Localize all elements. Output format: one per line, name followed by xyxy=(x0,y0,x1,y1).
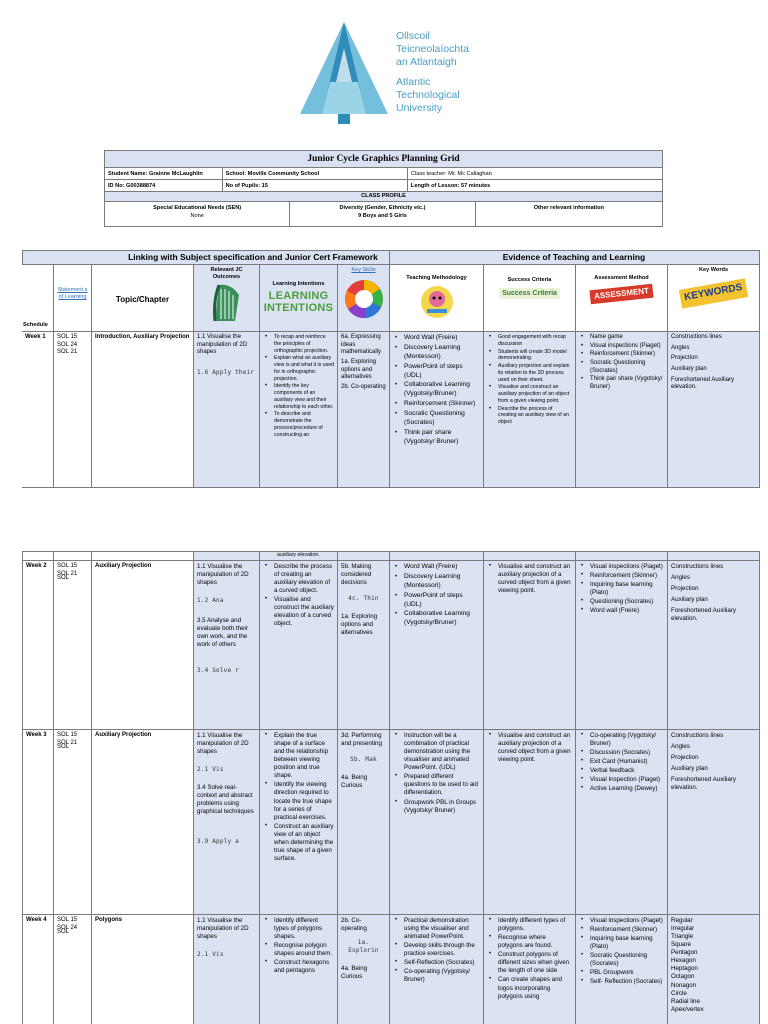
sol-code: SOL 24 xyxy=(57,341,78,348)
methodology-item: • Practical demonstration using the visualiser and animated PowerPoint. xyxy=(393,917,480,941)
grid-cell xyxy=(92,332,194,487)
key-skill-text: 1a. Exploring options and alternatives xyxy=(341,359,377,381)
grid-cell xyxy=(22,730,54,914)
assessment-item: • Active Learning (Dewey) xyxy=(579,785,664,793)
assessment-item: • Co-operating (Vygotsky/ Bruner) xyxy=(579,732,664,748)
other-info-cell xyxy=(476,202,662,226)
grid-cell xyxy=(22,332,54,487)
grid-cell xyxy=(92,730,194,914)
methodology-item: • Discovery Learning (Montessori) xyxy=(393,573,480,591)
keyword-text: Nonagon xyxy=(671,981,697,989)
key-skill-text: 3d. Performing and presenting xyxy=(341,732,382,748)
week-row xyxy=(22,332,760,488)
grid-cell xyxy=(194,265,260,331)
learning-intention-item: • Recognise polygon shapes around them. xyxy=(263,942,334,958)
week-label: Week 2 xyxy=(26,563,47,569)
grid-cell xyxy=(390,561,484,729)
keywords-graphic: KEYWORDS xyxy=(679,278,748,308)
grid-cell xyxy=(338,730,390,914)
assessment-item: • Inquiring base learning (Plato) xyxy=(579,935,664,951)
grid-cell xyxy=(22,552,54,560)
sol-code: SOL 15 xyxy=(57,732,78,738)
assessment-item: • Socratic Questioning (Socrates) xyxy=(579,952,664,968)
col-skills: Key Skills xyxy=(351,267,376,273)
class-profile-text: Other relevant information xyxy=(533,205,604,211)
sol-code: SOL 21 xyxy=(57,570,78,577)
key-skills-wheel-icon xyxy=(344,279,384,319)
topic: Auxiliary Projection xyxy=(95,563,152,569)
assessment-item: • Questioning (Socrates) xyxy=(579,598,664,606)
learning-intention-item: • Explain the true shape of a surface and the relationship between viewing position and true shape. xyxy=(263,732,334,780)
student-name: Student Name: Grainne McLaughlin xyxy=(105,168,223,179)
university-name-line: Atlantic xyxy=(396,75,431,88)
class-profile-text: Diversity (Gender, Ethnicity etc.) xyxy=(339,205,426,211)
key-skill-text: 6a. Expressing ideas mathematically xyxy=(341,334,382,356)
grid-cell xyxy=(338,332,390,487)
grid-cell xyxy=(668,730,760,914)
key-skill-text: 4a. Being Curious xyxy=(341,964,368,980)
success-criterion-item: • Identify different types of polygons. xyxy=(487,917,572,933)
pupils: No of Pupils: 15 xyxy=(223,180,408,191)
grid-cell xyxy=(390,730,484,914)
methodology-item: • Groupwork PBL in Groups (Vygotsky/ Bruner) xyxy=(393,799,480,815)
grid-cell xyxy=(92,552,194,560)
grid-cell xyxy=(484,332,576,487)
assessment-item: • Think pair share (Vygotsky/ Bruner) xyxy=(579,376,664,391)
grid-cell xyxy=(576,265,668,331)
lesson-length: Length of Lesson: 57 minutes xyxy=(410,183,491,189)
keyword-text: Foreshortened Auxiliary elevation. xyxy=(671,607,737,623)
assessment-item: • Reinforcement (Skinner) xyxy=(579,572,664,580)
grid-cell xyxy=(668,332,760,487)
learning-intention-item: • Identify different types of polygons shapes. xyxy=(263,917,334,941)
carry-over-row xyxy=(22,551,760,561)
keyword-text: Square xyxy=(671,941,691,949)
keyword-text: Constructions lines xyxy=(671,563,724,570)
section-right-title: Evidence of Teaching and Learning xyxy=(502,252,646,262)
grid-cell xyxy=(484,552,576,560)
grid-cell xyxy=(54,332,92,487)
grid-title: Junior Cycle Graphics Planning Grid xyxy=(104,150,663,168)
school: School: Moville Community School xyxy=(223,168,408,179)
success-criterion-item: • Construct polygons of different sizes when given the length of one side xyxy=(487,951,572,975)
key-skill-text: 2b. Co-operating xyxy=(341,384,386,391)
section-header-bar xyxy=(22,250,760,265)
grid-cell xyxy=(54,730,92,914)
grid-cell xyxy=(54,915,92,1024)
sol-code: SOL 15 xyxy=(57,563,78,569)
sol-code: SOL 15 xyxy=(57,334,78,340)
keyword-text: Constructions lines xyxy=(671,732,724,739)
grid-cell xyxy=(576,730,668,914)
assessment-item: • Reinforcement (Skinner) xyxy=(579,351,664,359)
col-schedule: Schedule xyxy=(23,321,48,328)
keyword-text: Irregular xyxy=(671,925,695,933)
keyword-text: Triangle xyxy=(671,933,694,941)
methodology-item: • Prepared different questions to be used to aid differentiation. xyxy=(393,773,480,797)
grid-cell xyxy=(194,915,260,1024)
grid-cell xyxy=(668,552,760,560)
grid-cell xyxy=(484,915,576,1024)
grid-cell xyxy=(338,561,390,729)
week-row xyxy=(22,561,760,730)
outcome-text: 3.4 Solve r xyxy=(197,667,239,675)
harp-icon xyxy=(205,281,249,323)
grid-cell xyxy=(260,265,338,331)
grid-cell xyxy=(194,332,260,487)
grid-cell xyxy=(22,915,54,1024)
assessment-item: • Socratic Questioning (Socrates) xyxy=(579,360,664,375)
methodology-item: • Word Wall (Freire) xyxy=(393,563,480,572)
grid-cell xyxy=(576,552,668,560)
col-keywords: Key Words xyxy=(698,267,729,273)
week-label: Week 1 xyxy=(25,334,46,340)
week-label: Week 3 xyxy=(26,732,47,738)
topic: Polygons xyxy=(95,917,123,923)
methodology-item: • PowerPoint of steps (UDL) xyxy=(393,592,480,610)
outcome-text: 3.5 Analyse and evaluate both their own work, and the work of others xyxy=(197,616,248,649)
key-skill-text: 5b. Mak xyxy=(350,756,377,764)
class-profile-text: None xyxy=(190,212,204,219)
assessment-item: • Exit Card (Humanist) xyxy=(579,758,664,766)
assessment-item: • Reinforcement (Skinner) xyxy=(579,926,664,934)
assessment-graphic: ASSESSMENT xyxy=(589,284,653,305)
sol-code: SOL 21 xyxy=(57,739,78,746)
column-header-row xyxy=(22,265,760,332)
success-criteria-graphic: Success Criteria xyxy=(499,288,560,299)
keyword-text: Auxiliary plan xyxy=(671,765,708,773)
keyword-text: Circle xyxy=(671,989,687,997)
grid-cell xyxy=(54,265,92,331)
assessment-item: • Visual inspections (Piaget) xyxy=(579,343,664,351)
methodology-item: • Instruction will be a combination of practical demonstration using the visualiser and animated PowerPoint. (UDL) xyxy=(393,732,480,772)
carry-over-text: auxiliary elevation. xyxy=(277,552,320,558)
grid-cell xyxy=(260,552,338,560)
sol-code: SOL xyxy=(57,575,70,582)
keyword-text: Auxiliary plan xyxy=(671,596,708,604)
key-skill-text: 1a. Explorin xyxy=(348,939,379,954)
grid-cell xyxy=(338,265,390,331)
keyword-text: Angles xyxy=(671,344,690,351)
grid-cell xyxy=(194,552,260,560)
key-skill-text: 4a. Being Curious xyxy=(341,773,368,789)
grid-cell xyxy=(390,552,484,560)
keyword-text: Projection xyxy=(671,585,699,593)
methodology-item: • Reinforcement (Skinner) xyxy=(393,400,480,409)
success-criterion-item: • Describe the process of creating an auxiliary view of an object xyxy=(487,406,572,426)
info-table xyxy=(104,167,663,227)
sol-code: SOL 21 xyxy=(57,349,78,356)
outcome-text: 3.9 Apply a xyxy=(197,838,239,846)
outcome-text: 1.1 Visualise the manipulation of 2D shapes xyxy=(197,334,248,356)
week-row xyxy=(22,730,760,915)
grid-cell xyxy=(54,552,92,560)
class-profile-text: Special Educational Needs (SEN) xyxy=(153,205,242,211)
learning-intention-item: • Identify the viewing direction required to locate the true shape for a series of practical exercises. xyxy=(263,781,334,821)
success-criterion-item: • Good engagement with recap discussion xyxy=(487,334,572,348)
learning-intention-item: • Describe the process of creating an auxiliary elevation of a curved object. xyxy=(263,563,334,595)
grid-cell xyxy=(668,915,760,1024)
success-criterion-item: • Visualise and construct an auxiliary projection of an object from a given viewing point. xyxy=(487,384,572,404)
grid-cell xyxy=(194,730,260,914)
keyword-text: Auxiliary plan xyxy=(671,366,707,373)
topic: Introduction, Auxiliary Projection xyxy=(95,334,190,340)
grid-cell xyxy=(390,332,484,487)
outcome-text: 1.1 Visualise the manipulation of 2D shapes xyxy=(197,917,249,941)
grid-cell xyxy=(260,915,338,1024)
grid-cell xyxy=(260,561,338,729)
methodology-item: • Discovery Learning (Montessori) xyxy=(393,344,480,362)
outcome-text: 1.1 Visualise the manipulation of 2D shapes xyxy=(197,563,249,587)
col-topic: Topic/Chapter xyxy=(115,295,170,304)
learning-intention-item: • Visualise and construct the auxiliary elevation of a curved object. xyxy=(263,596,334,628)
grid-cell xyxy=(576,915,668,1024)
assessment-item: • Name game xyxy=(579,334,664,342)
university-name-line: University xyxy=(396,102,443,115)
sol-code: SOL xyxy=(57,744,70,751)
key-skill-text: 2b. Co-operating xyxy=(341,917,367,933)
topic: Auxiliary Projection xyxy=(95,732,152,738)
outcome-text: 1.2 Ana xyxy=(197,597,224,605)
col-criteria: Success Criteria xyxy=(507,277,552,283)
grid-cell xyxy=(22,265,54,331)
grid-cell xyxy=(484,265,576,331)
col-intentions: Learning Intentions xyxy=(272,281,325,287)
keyword-text: Apex/vertex xyxy=(671,1005,704,1013)
keyword-text: Heptagon xyxy=(671,965,698,973)
grid-cell xyxy=(576,332,668,487)
assessment-item: • PBL Groupwork xyxy=(579,969,664,977)
key-skill-text: 1a. Exploring options and alternatives xyxy=(341,612,378,637)
grid-cell xyxy=(22,561,54,729)
grid-cell xyxy=(194,561,260,729)
methodology-item: • Collaborative Learning (Vygotsky/Bruner) xyxy=(393,381,480,399)
grid-cell xyxy=(338,915,390,1024)
learning-intention-item: • Construct an auxiliary view of an object when determining the true shape of a given surface. xyxy=(263,823,334,863)
methodology-item: • Word Wall (Freire) xyxy=(393,334,480,343)
grid-cell xyxy=(668,561,760,729)
outcome-text: 2.1 Vis xyxy=(197,766,224,774)
learning-intention-item: • To describe and demonstrate the process/procedure of constructing an xyxy=(263,411,334,438)
col-statements: Statement s of Learning xyxy=(57,287,88,301)
sen-cell xyxy=(105,202,290,226)
success-criterion-item: • Can create shapes and logos incorporating polygons using xyxy=(487,976,572,1000)
sol-code: SOL 15 xyxy=(57,917,78,923)
learning-intention-item: • Identify the key components of an auxiliary view and their relationship to each other. xyxy=(263,383,334,410)
university-name-line: Teicneolaíochta xyxy=(396,43,469,56)
grid-cell xyxy=(92,561,194,729)
university-name-line: an Atlantaigh xyxy=(396,56,457,69)
keyword-text: Radial line xyxy=(671,997,700,1005)
assessment-item: • Discussion (Socrates) xyxy=(579,749,664,757)
university-name-line: Ollscoil xyxy=(396,30,430,42)
outcome-text: 2.1 Vis xyxy=(197,951,224,959)
sol-code: SOL xyxy=(57,929,70,936)
keyword-text: Foreshortened Auxiliary elevation. xyxy=(671,376,735,391)
keyword-text: Hexagon xyxy=(671,957,696,965)
key-skill-text: 4c. Thin xyxy=(348,595,379,603)
learning-intention-item: • To recap and reinforce the principles of orthographic projection. xyxy=(263,334,334,354)
assessment-item: • Word wall (Freire) xyxy=(579,607,664,615)
keyword-text: Projection xyxy=(671,754,699,762)
key-skill-text: 5b. Making considered decisions xyxy=(341,563,372,587)
assessment-item: • Visual inspections (Piaget) xyxy=(579,563,664,571)
university-logo xyxy=(300,22,388,124)
methodology-item: • PowerPoint of steps (UDL) xyxy=(393,363,480,381)
keyword-text: Pentagon xyxy=(671,949,698,957)
success-criterion-item: • Students will create 3D model demonstrating. xyxy=(487,349,572,363)
success-criterion-item: • Recognise where polygons are found. xyxy=(487,934,572,950)
methodology-item: • Collaborative Learning (Vygotsky/Bruner) xyxy=(393,610,480,628)
week-label: Week 4 xyxy=(26,917,47,923)
grid-cell xyxy=(484,730,576,914)
grid-cell xyxy=(390,915,484,1024)
methodology-item: • Develop skills through the practice exercises. xyxy=(393,942,480,958)
grid-cell xyxy=(54,561,92,729)
class-teacher: Class teacher: Mr. Mc Callaghan xyxy=(410,171,492,177)
outcome-text: 1.6 Apply their xyxy=(197,369,255,377)
diversity-cell xyxy=(290,202,475,226)
methodology-item: • Co-operating (Vygotsky/ Bruner) xyxy=(393,968,480,984)
id-no: ID No: G00388874 xyxy=(105,180,223,191)
keyword-text: Constructions lines xyxy=(671,334,722,340)
grid-cell xyxy=(576,561,668,729)
keyword-text: Octagon xyxy=(671,973,695,981)
grid-cell xyxy=(668,265,760,331)
assessment-item: • Verbal feedback xyxy=(579,767,664,775)
keyword-text: Angles xyxy=(671,743,690,751)
learning-intentions-graphic: LEARNING INTENTIONS xyxy=(263,290,334,314)
teaching-methodology-icon xyxy=(420,285,454,319)
methodology-item: • Self-Reflection (Socrates) xyxy=(393,959,480,967)
keyword-text: Foreshortened Auxiliary elevation. xyxy=(671,776,737,792)
col-methodology: Teaching Methodology xyxy=(406,275,467,281)
assessment-item: • Visual Inspection (Piaget) xyxy=(579,776,664,784)
week-row xyxy=(22,915,760,1024)
grid-cell xyxy=(390,265,484,331)
keyword-text: Regular xyxy=(671,917,693,924)
keyword-text: Angles xyxy=(671,574,690,582)
learning-intention-item: • Explain what an auxiliary view is and what it is used for in orthographic projection. xyxy=(263,355,334,382)
success-criterion-item: • Visualise and construct an auxiliary projection of a curved object from a given viewing point. xyxy=(487,563,572,595)
class-profile-band: CLASS PROFILE xyxy=(105,192,662,202)
grid-cell xyxy=(260,730,338,914)
success-criterion-item: • Auxiliary projection and explain its relation to the 2D process used on their sheet. xyxy=(487,363,572,383)
keyword-text: Projection xyxy=(671,355,698,362)
grid-cell xyxy=(260,332,338,487)
outcome-text: 3.4 Solve real-context and abstract problems using graphical techniques xyxy=(197,783,254,816)
methodology-item: • Socratic Questioning (Socrates) xyxy=(393,410,480,428)
class-profile-text: 9 Boys and 5 Girls xyxy=(358,212,407,219)
grid-cell xyxy=(338,552,390,560)
methodology-item: • Think pair share (Vygotsky/ Bruner) xyxy=(393,429,480,447)
sol-code: SOL 24 xyxy=(57,924,78,931)
grid-cell xyxy=(92,265,194,331)
assessment-item: • Visual inspections (Piaget) xyxy=(579,917,664,925)
grid-cell xyxy=(92,915,194,1024)
assessment-item: • Self- Reflection (Socrates) xyxy=(579,978,664,986)
learning-intention-item: • Construct hexagons and pentagons xyxy=(263,959,334,975)
col-assessment: Assessment Method xyxy=(594,275,649,281)
col-outcomes: Relevant JC Outcomes xyxy=(210,267,243,281)
university-name xyxy=(396,30,469,115)
assessment-item: • Inquiring base learning (Plato) xyxy=(579,581,664,597)
outcome-text: 1.1 Visualise the manipulation of 2D shapes xyxy=(197,732,249,756)
section-left-title: Linking with Subject specification and Junior Cert Framework xyxy=(128,252,378,262)
grid-cell xyxy=(484,561,576,729)
success-criterion-item: • Visualise and construct an auxiliary projection of a curved object from a given viewing point. xyxy=(487,732,572,764)
university-name-line: Technological xyxy=(396,88,460,101)
